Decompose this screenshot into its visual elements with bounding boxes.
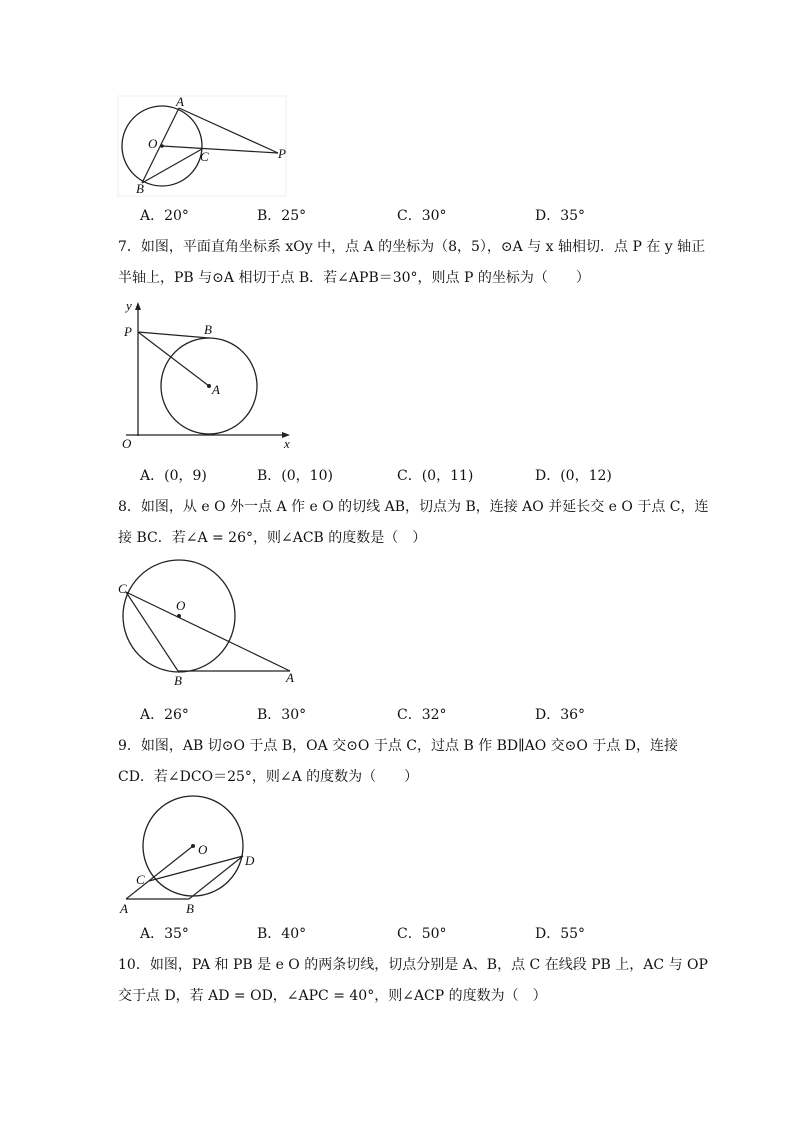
q9-label-b: B <box>186 901 194 916</box>
q8-figure <box>116 558 306 690</box>
q7-diagram <box>118 296 308 452</box>
q8-label-a: A <box>286 670 294 685</box>
q7-label-x: x <box>284 436 290 451</box>
q9-label-c: C <box>136 872 145 887</box>
q8-option-d: D．36° <box>535 707 586 723</box>
q7-text-line2: 半轴上，PB 与⊙A 相切于点 B．若∠APB＝30°，则点 P 的坐标为（ ） <box>118 270 590 286</box>
q9-diagram <box>116 798 276 920</box>
q9-option-c: C．50° <box>397 926 447 942</box>
q6-diagram <box>118 96 290 198</box>
q8-label-b: B <box>174 673 182 688</box>
q9-text-line2: CD．若∠DCO＝25°，则∠A 的度数为（ ） <box>118 769 419 785</box>
q7-label-p: P <box>124 324 132 339</box>
q9-option-a: A．35° <box>140 926 189 942</box>
q6-figure <box>118 96 290 198</box>
q7-option-a: A．(0，9) <box>140 468 207 484</box>
q9-text-line1: 9．如图，AB 切⊙O 于点 B，OA 交⊙O 于点 C，过点 B 作 BD∥AO 交⊙O 于点 D，连接 <box>118 738 678 754</box>
q9-option-d: D．55° <box>535 926 586 942</box>
q9-label-d: D <box>245 853 255 868</box>
q10-text-line1: 10．如图，PA 和 PB 是 e O 的两条切线，切点分别是 A、B，点 C 在线段 PB 上，AC 与 OP <box>118 957 708 973</box>
q6-label-b: B <box>136 181 144 196</box>
q7-option-b: B．(0，10) <box>257 468 333 484</box>
q9-option-b: B．40° <box>257 926 307 942</box>
q7-label-o: O <box>122 436 132 451</box>
q8-label-c: C <box>118 581 127 596</box>
q9-label-a: A <box>120 901 128 916</box>
q7-option-d: D．(0，12) <box>535 468 612 484</box>
q6-option-b: B．25° <box>257 208 307 224</box>
q8-text-line1: 8．如图，从 e O 外一点 A 作 e O 的切线 AB，切点为 B，连接 AO 并延长交 e O 于点 C，连 <box>118 499 709 515</box>
q8-label-o: O <box>176 598 186 613</box>
q8-text-line2: 接 BC．若∠A = 26°，则∠ACB 的度数是（ ） <box>118 530 427 546</box>
q8-diagram <box>116 558 306 690</box>
q7-text-line1: 7．如图，平面直角坐标系 xOy 中，点 A 的坐标为（8，5），⊙A 与 x 轴相切．点 P 在 y 轴正 <box>118 239 706 255</box>
q6-label-o: O <box>148 136 158 151</box>
q7-label-b: B <box>204 322 212 337</box>
q7-label-a: A <box>212 382 220 397</box>
q8-option-b: B．30° <box>257 707 307 723</box>
q6-option-a: A．20° <box>140 208 189 224</box>
q6-label-p: P <box>278 146 286 161</box>
q8-option-c: C．32° <box>397 707 447 723</box>
q7-option-c: C．(0，11) <box>397 468 474 484</box>
q7-figure <box>118 296 308 452</box>
q10-text-line2: 交于点 D，若 AD = OD，∠APC = 40°，则∠ACP 的度数为（ ） <box>118 988 547 1004</box>
q6-label-a: A <box>176 94 184 109</box>
q6-label-c: C <box>200 149 209 164</box>
q9-figure <box>116 798 276 920</box>
q9-label-o: O <box>198 842 208 857</box>
q6-option-c: C．30° <box>397 208 447 224</box>
q7-label-y: y <box>126 298 132 313</box>
q6-option-d: D．35° <box>535 208 586 224</box>
q8-option-a: A．26° <box>140 707 189 723</box>
